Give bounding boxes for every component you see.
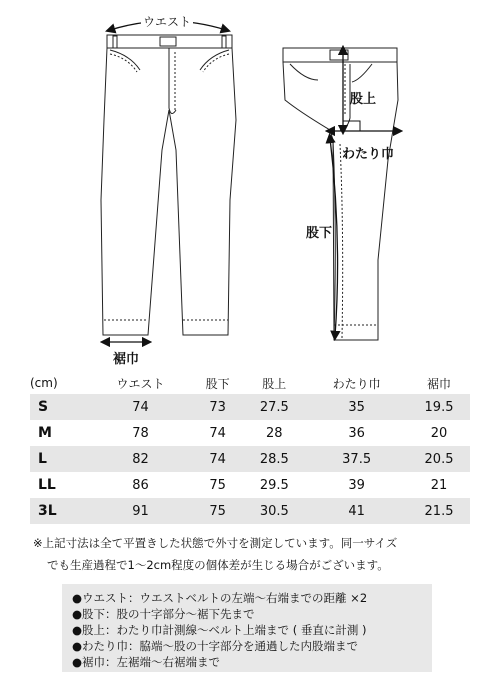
thigh-label: わたり巾 [342, 147, 395, 162]
column-header: ウエスト [116, 376, 165, 391]
value-cell: 28.5 [243, 446, 305, 472]
unit-label: (cm) [30, 376, 58, 390]
definition-waist: ●ウエスト：ウエストベルトの左端～右端までの距離 ×2 [72, 591, 368, 605]
hem-label: 裾巾 [113, 352, 140, 367]
table-header-row [30, 372, 470, 394]
value-cell: 86 [132, 477, 149, 493]
value-cell: 37.5 [305, 446, 408, 472]
definition-rise: ●股上：わたり巾計測線～ベルト上端まで ( 垂直に計測 ) [72, 623, 367, 637]
table-row [30, 472, 470, 498]
size-cell: L [30, 446, 89, 472]
waist-label: ウエスト [143, 15, 192, 29]
value-cell: 74 [89, 394, 192, 420]
value-cell: 39 [348, 477, 365, 493]
value-cell: 78 [132, 425, 149, 441]
size-cell: LL [38, 477, 56, 493]
value-cell: 74 [192, 446, 243, 472]
definition-hem: ●裾巾：左裾端～右裾端まで [72, 655, 221, 669]
definition-inseam: ●股下：股の十字部分～裾下先まで [72, 607, 255, 621]
pants-front-view [101, 35, 236, 335]
pants-side-view [283, 48, 398, 340]
value-cell: 75 [209, 477, 226, 493]
rise-right-angle-icon [343, 121, 360, 131]
table-row [30, 420, 470, 446]
column-header: 裾巾 [427, 376, 452, 391]
value-cell: 36 [348, 425, 365, 441]
note-line: ※上記寸法は全て平置きした状態で外寸を測定しています。同一サイズ [33, 536, 398, 550]
value-cell: 35 [305, 394, 408, 420]
size-cell: M [38, 425, 52, 441]
note-line: でも生産過程で1～2cm程度の個体差が生じる場合がございます。 [47, 558, 389, 572]
value-cell: 41 [305, 498, 408, 524]
value-cell: 91 [89, 498, 192, 524]
value-cell: 21.5 [408, 498, 470, 524]
value-cell: 19.5 [408, 394, 470, 420]
value-cell: 74 [209, 425, 226, 441]
value-cell: 73 [192, 394, 243, 420]
value-cell: 30.5 [243, 498, 305, 524]
column-header: 股下 [205, 376, 230, 391]
measurement-note [33, 532, 397, 576]
value-cell: 28 [266, 425, 283, 441]
value-cell: 20 [430, 425, 448, 441]
size-cell: 3L [30, 498, 89, 524]
inseam-label: 股下 [306, 226, 333, 241]
definitions-box [62, 584, 432, 672]
table-row [30, 446, 470, 472]
table-row [30, 394, 470, 420]
column-header: 股上 [262, 376, 287, 391]
value-cell: 27.5 [243, 394, 305, 420]
definition-thigh: ●わたり巾：脇端～股の十字部分を通過した内股端まで [72, 639, 359, 653]
rise-label: 股上 [350, 92, 377, 107]
column-header: わたり巾 [332, 376, 381, 391]
table-row [30, 498, 470, 524]
value-cell: 20.5 [408, 446, 470, 472]
value-cell: 82 [89, 446, 192, 472]
value-cell: 21 [430, 477, 448, 493]
size-table [30, 372, 470, 524]
value-cell: 75 [192, 498, 243, 524]
size-cell: S [30, 394, 89, 420]
value-cell: 29.5 [259, 477, 289, 493]
